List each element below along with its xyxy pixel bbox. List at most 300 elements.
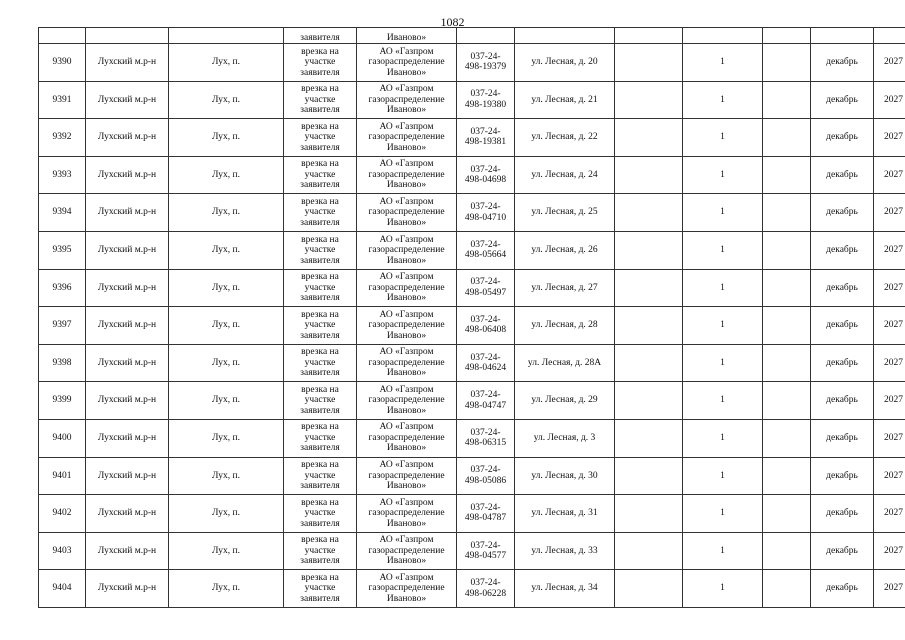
quantity-cell: 1 (683, 532, 763, 570)
organization-cell-line: Иваново» (386, 556, 427, 567)
connection-type-cell-line: врезка на (301, 460, 339, 471)
organization-cell-line: газораспределение (368, 245, 445, 256)
address-cell: ул. Лесная, д. 29 (515, 382, 615, 420)
year-cell: 2027 (874, 344, 905, 382)
district-cell: Лухский м.р-н (86, 457, 169, 495)
object-code-cell-line: 498-19379 (464, 62, 507, 73)
object-code-cell-line: 498-06228 (464, 588, 507, 599)
continuation-type-cell: заявителя (284, 28, 357, 44)
address-cell: ул. Лесная, д. 22 (515, 119, 615, 157)
object-code-cell (457, 119, 515, 157)
object-code-cell (457, 269, 515, 307)
object-code-cell-line: 498-19381 (464, 137, 507, 148)
empty-cell (763, 570, 811, 608)
object-code-cell (457, 344, 515, 382)
object-code-cell (457, 495, 515, 533)
quantity-cell: 1 (683, 344, 763, 382)
organization-cell-line: газораспределение (368, 395, 445, 406)
year-cell: 2027 (874, 532, 905, 570)
month-cell: декабрь (811, 44, 874, 82)
object-code-cell-line: 498-05086 (464, 475, 507, 486)
organization-cell-line: газораспределение (368, 545, 445, 556)
row-number-cell: 9391 (39, 81, 86, 119)
row-number-cell: 9398 (39, 344, 86, 382)
connection-type-cell (284, 81, 357, 119)
object-code-cell-line: 037-24- (470, 126, 501, 137)
connection-type-cell (284, 532, 357, 570)
organization-cell (357, 457, 457, 495)
connection-type-cell (284, 119, 357, 157)
locality-cell: Лух, п. (169, 231, 284, 269)
empty-cell (615, 307, 683, 345)
year-cell: 2027 (874, 231, 905, 269)
table-row (39, 495, 905, 533)
organization-cell (357, 44, 457, 82)
connection-type-cell (284, 570, 357, 608)
organization-cell (357, 532, 457, 570)
object-code-cell-line: 037-24- (470, 352, 501, 363)
organization-cell-line: Иваново» (386, 217, 427, 228)
organization-cell-line: АО «Газпром (379, 234, 434, 245)
table-row (39, 81, 905, 119)
district-cell: Лухский м.р-н (86, 382, 169, 420)
row-number-cell: 9400 (39, 419, 86, 457)
address-cell: ул. Лесная, д. 24 (515, 156, 615, 194)
empty-cell (763, 119, 811, 157)
connection-type-cell-line: участке (304, 132, 336, 143)
year-cell: 2027 (874, 44, 905, 82)
object-code-cell (457, 307, 515, 345)
object-code-cell-line: 037-24- (470, 427, 501, 438)
quantity-cell: 1 (683, 231, 763, 269)
object-code-cell-line: 037-24- (470, 502, 501, 513)
organization-cell-line: АО «Газпром (379, 422, 434, 433)
connection-type-cell-line: участке (304, 583, 336, 594)
address-cell: ул. Лесная, д. 34 (515, 570, 615, 608)
year-cell: 2027 (874, 81, 905, 119)
quantity-cell: 1 (683, 194, 763, 232)
month-cell: декабрь (811, 495, 874, 533)
table-row (39, 419, 905, 457)
district-cell: Лухский м.р-н (86, 156, 169, 194)
address-cell: ул. Лесная, д. 25 (515, 194, 615, 232)
empty-cell (763, 344, 811, 382)
empty-cell (615, 344, 683, 382)
object-code-cell-line: 498-19380 (464, 99, 507, 110)
connection-type-cell-line: участке (304, 169, 336, 180)
connection-type-cell-line: заявителя (300, 556, 340, 567)
row-number-cell: 9404 (39, 570, 86, 608)
organization-cell-line: АО «Газпром (379, 121, 434, 132)
row-number-cell: 9401 (39, 457, 86, 495)
connection-type-cell-line: врезка на (301, 121, 339, 132)
empty-cell (615, 382, 683, 420)
quantity-cell: 1 (683, 457, 763, 495)
object-code-cell-line: 037-24- (470, 314, 501, 325)
row-number-cell: 9397 (39, 307, 86, 345)
month-cell: декабрь (811, 269, 874, 307)
gasification-table (38, 27, 905, 608)
organization-cell-line: газораспределение (368, 94, 445, 105)
empty-cell (763, 457, 811, 495)
district-cell: Лухский м.р-н (86, 344, 169, 382)
quantity-cell: 1 (683, 419, 763, 457)
locality-cell: Лух, п. (169, 81, 284, 119)
table-row (39, 382, 905, 420)
organization-cell-line: АО «Газпром (379, 460, 434, 471)
organization-cell-line: Иваново» (386, 443, 427, 454)
table-row (39, 457, 905, 495)
address-cell: ул. Лесная, д. 20 (515, 44, 615, 82)
empty-cell (615, 44, 683, 82)
empty-cell (615, 457, 683, 495)
table-row (39, 307, 905, 345)
quantity-cell: 1 (683, 156, 763, 194)
connection-type-cell (284, 231, 357, 269)
empty-cell (763, 307, 811, 345)
locality-cell: Лух, п. (169, 457, 284, 495)
organization-cell-line: Иваново» (386, 481, 427, 492)
organization-cell-line: газораспределение (368, 470, 445, 481)
connection-type-cell-line: участке (304, 94, 336, 105)
year-cell: 2027 (874, 495, 905, 533)
organization-cell-line: АО «Газпром (379, 196, 434, 207)
month-cell: декабрь (811, 307, 874, 345)
address-cell: ул. Лесная, д. 27 (515, 269, 615, 307)
object-code-cell-line: 037-24- (470, 277, 501, 288)
connection-type-cell-line: участке (304, 508, 336, 519)
table-body (39, 28, 905, 608)
connection-type-cell-line: заявителя (300, 330, 340, 341)
address-cell: ул. Лесная, д. 26 (515, 231, 615, 269)
address-cell: ул. Лесная, д. 30 (515, 457, 615, 495)
connection-type-cell-line: заявителя (300, 481, 340, 492)
row-number-cell: 9403 (39, 532, 86, 570)
organization-cell (357, 231, 457, 269)
organization-cell-line: АО «Газпром (379, 497, 434, 508)
district-cell: Лухский м.р-н (86, 495, 169, 533)
connection-type-cell-line: заявителя (300, 518, 340, 529)
connection-type-cell-line: врезка на (301, 309, 339, 320)
connection-type-cell-line: заявителя (300, 142, 340, 153)
month-cell: декабрь (811, 419, 874, 457)
empty-cell (615, 81, 683, 119)
object-code-cell-line: 498-04624 (464, 363, 507, 374)
connection-type-cell-line: заявителя (300, 217, 340, 228)
connection-type-cell-line: врезка на (301, 572, 339, 583)
object-code-cell-line: 498-04698 (464, 175, 507, 186)
row-number-cell: 9393 (39, 156, 86, 194)
object-code-cell (457, 419, 515, 457)
connection-type-cell (284, 194, 357, 232)
row-number-cell: 9402 (39, 495, 86, 533)
empty-cell (615, 194, 683, 232)
connection-type-cell (284, 495, 357, 533)
locality-cell: Лух, п. (169, 419, 284, 457)
month-cell: декабрь (811, 81, 874, 119)
locality-cell: Лух, п. (169, 44, 284, 82)
locality-cell: Лух, п. (169, 269, 284, 307)
organization-cell-line: Иваново» (386, 255, 427, 266)
quantity-cell: 1 (683, 570, 763, 608)
connection-type-cell-line: заявителя (300, 593, 340, 604)
organization-cell-line: Иваново» (386, 518, 427, 529)
empty-cell (615, 156, 683, 194)
organization-cell (357, 269, 457, 307)
quantity-cell: 1 (683, 495, 763, 533)
row-number-cell: 9396 (39, 269, 86, 307)
district-cell: Лухский м.р-н (86, 570, 169, 608)
organization-cell-line: Иваново» (386, 593, 427, 604)
district-cell: Лухский м.р-н (86, 231, 169, 269)
connection-type-cell (284, 344, 357, 382)
locality-cell: Лух, п. (169, 570, 284, 608)
empty-cell (615, 570, 683, 608)
object-code-cell-line: 498-04710 (464, 212, 507, 223)
object-code-cell-line: 037-24- (470, 578, 501, 589)
connection-type-cell-line: врезка на (301, 384, 339, 395)
quantity-cell: 1 (683, 269, 763, 307)
district-cell: Лухский м.р-н (86, 44, 169, 82)
connection-type-cell-line: заявителя (300, 67, 340, 78)
connection-type-cell-line: врезка на (301, 84, 339, 95)
object-code-cell (457, 81, 515, 119)
organization-cell (357, 495, 457, 533)
connection-type-cell-line: врезка на (301, 46, 339, 57)
address-cell: ул. Лесная, д. 3 (515, 419, 615, 457)
connection-type-cell (284, 457, 357, 495)
connection-type-cell-line: врезка на (301, 497, 339, 508)
object-code-cell-line: 498-05664 (464, 250, 507, 261)
organization-cell-line: АО «Газпром (379, 535, 434, 546)
connection-type-cell-line: врезка на (301, 234, 339, 245)
row-number-cell: 9395 (39, 231, 86, 269)
district-cell: Лухский м.р-н (86, 81, 169, 119)
organization-cell (357, 344, 457, 382)
district-cell: Лухский м.р-н (86, 119, 169, 157)
empty-cell (763, 495, 811, 533)
organization-cell-line: газораспределение (368, 432, 445, 443)
object-code-cell-line: 037-24- (470, 202, 501, 213)
organization-cell-line: АО «Газпром (379, 309, 434, 320)
year-cell: 2027 (874, 269, 905, 307)
district-cell: Лухский м.р-н (86, 307, 169, 345)
month-cell: декабрь (811, 570, 874, 608)
table-row (39, 532, 905, 570)
object-code-cell-line: 037-24- (470, 540, 501, 551)
district-cell: Лухский м.р-н (86, 194, 169, 232)
month-cell: декабрь (811, 231, 874, 269)
connection-type-cell-line: врезка на (301, 272, 339, 283)
object-code-cell-line: 498-06315 (464, 438, 507, 449)
district-cell: Лухский м.р-н (86, 532, 169, 570)
continuation-row (39, 28, 905, 44)
connection-type-cell-line: заявителя (300, 293, 340, 304)
empty-cell (763, 44, 811, 82)
address-cell: ул. Лесная, д. 28А (515, 344, 615, 382)
row-number-cell: 9390 (39, 44, 86, 82)
organization-cell-line: газораспределение (368, 282, 445, 293)
empty-cell (615, 532, 683, 570)
locality-cell: Лух, п. (169, 382, 284, 420)
month-cell: декабрь (811, 119, 874, 157)
empty-cell (615, 119, 683, 157)
connection-type-cell (284, 382, 357, 420)
organization-cell-line: Иваново» (386, 405, 427, 416)
connection-type-cell-line: участке (304, 207, 336, 218)
year-cell: 2027 (874, 419, 905, 457)
object-code-cell (457, 382, 515, 420)
address-cell: ул. Лесная, д. 31 (515, 495, 615, 533)
month-cell: декабрь (811, 194, 874, 232)
continuation-org-cell: Иваново» (357, 28, 457, 44)
organization-cell-line: газораспределение (368, 57, 445, 68)
organization-cell (357, 307, 457, 345)
organization-cell-line: АО «Газпром (379, 272, 434, 283)
object-code-cell (457, 570, 515, 608)
object-code-cell-line: 498-06408 (464, 325, 507, 336)
table-row (39, 231, 905, 269)
connection-type-cell-line: участке (304, 432, 336, 443)
locality-cell: Лух, п. (169, 119, 284, 157)
organization-cell-line: АО «Газпром (379, 84, 434, 95)
locality-cell: Лух, п. (169, 156, 284, 194)
empty-cell (763, 269, 811, 307)
table-row (39, 344, 905, 382)
organization-cell (357, 570, 457, 608)
empty-cell (763, 532, 811, 570)
year-cell: 2027 (874, 119, 905, 157)
connection-type-cell-line: врезка на (301, 347, 339, 358)
organization-cell (357, 81, 457, 119)
connection-type-cell-line: заявителя (300, 255, 340, 266)
organization-cell-line: АО «Газпром (379, 384, 434, 395)
object-code-cell (457, 457, 515, 495)
empty-cell (763, 382, 811, 420)
organization-cell-line: Иваново» (386, 105, 427, 116)
row-number-cell: 9399 (39, 382, 86, 420)
object-code-cell-line: 498-04787 (464, 513, 507, 524)
year-cell: 2027 (874, 194, 905, 232)
connection-type-cell-line: участке (304, 57, 336, 68)
object-code-cell-line: 037-24- (470, 164, 501, 175)
organization-cell (357, 119, 457, 157)
object-code-cell-line: 037-24- (470, 89, 501, 100)
object-code-cell (457, 532, 515, 570)
month-cell: декабрь (811, 344, 874, 382)
table-row (39, 156, 905, 194)
connection-type-cell-line: участке (304, 545, 336, 556)
organization-cell-line: Иваново» (386, 293, 427, 304)
organization-cell-line: газораспределение (368, 320, 445, 331)
object-code-cell-line: 037-24- (470, 51, 501, 62)
organization-cell-line: АО «Газпром (379, 347, 434, 358)
quantity-cell: 1 (683, 119, 763, 157)
empty-cell (615, 419, 683, 457)
year-cell: 2027 (874, 156, 905, 194)
table-row (39, 194, 905, 232)
object-code-cell-line: 037-24- (470, 465, 501, 476)
connection-type-cell (284, 44, 357, 82)
address-cell: ул. Лесная, д. 21 (515, 81, 615, 119)
empty-cell (763, 419, 811, 457)
year-cell: 2027 (874, 457, 905, 495)
month-cell: декабрь (811, 532, 874, 570)
connection-type-cell-line: участке (304, 470, 336, 481)
organization-cell-line: Иваново» (386, 330, 427, 341)
connection-type-cell-line: врезка на (301, 159, 339, 170)
organization-cell-line: газораспределение (368, 207, 445, 218)
connection-type-cell-line: заявителя (300, 368, 340, 379)
connection-type-cell-line: заявителя (300, 105, 340, 116)
year-cell: 2027 (874, 307, 905, 345)
organization-cell (357, 194, 457, 232)
address-cell: ул. Лесная, д. 28 (515, 307, 615, 345)
connection-type-cell-line: участке (304, 282, 336, 293)
row-number-cell: 9392 (39, 119, 86, 157)
organization-cell-line: газораспределение (368, 357, 445, 368)
connection-type-cell-line: участке (304, 320, 336, 331)
quantity-cell: 1 (683, 44, 763, 82)
connection-type-cell-line: заявителя (300, 180, 340, 191)
object-code-cell-line: 498-04577 (464, 551, 507, 562)
object-code-cell (457, 156, 515, 194)
table-row (39, 570, 905, 608)
locality-cell: Лух, п. (169, 495, 284, 533)
year-cell: 2027 (874, 570, 905, 608)
connection-type-cell-line: врезка на (301, 535, 339, 546)
locality-cell: Лух, п. (169, 307, 284, 345)
organization-cell-line: Иваново» (386, 142, 427, 153)
table-row (39, 119, 905, 157)
connection-type-cell-line: врезка на (301, 422, 339, 433)
empty-cell (763, 194, 811, 232)
locality-cell: Лух, п. (169, 344, 284, 382)
empty-cell (763, 81, 811, 119)
connection-type-cell-line: врезка на (301, 196, 339, 207)
table-row (39, 44, 905, 82)
organization-cell (357, 419, 457, 457)
month-cell: декабрь (811, 382, 874, 420)
row-number-cell: 9394 (39, 194, 86, 232)
connection-type-cell-line: заявителя (300, 405, 340, 416)
empty-cell (763, 231, 811, 269)
object-code-cell-line: 498-05497 (464, 287, 507, 298)
object-code-cell (457, 194, 515, 232)
page-number: 1082 (440, 15, 465, 29)
locality-cell: Лух, п. (169, 532, 284, 570)
district-cell: Лухский м.р-н (86, 269, 169, 307)
connection-type-cell (284, 156, 357, 194)
object-code-cell-line: 037-24- (470, 390, 501, 401)
organization-cell-line: АО «Газпром (379, 46, 434, 57)
address-cell: ул. Лесная, д. 33 (515, 532, 615, 570)
organization-cell-line: газораспределение (368, 508, 445, 519)
quantity-cell: 1 (683, 307, 763, 345)
organization-cell-line: газораспределение (368, 583, 445, 594)
connection-type-cell-line: участке (304, 245, 336, 256)
organization-cell-line: АО «Газпром (379, 572, 434, 583)
object-code-cell-line: 037-24- (470, 239, 501, 250)
month-cell: декабрь (811, 156, 874, 194)
year-cell: 2027 (874, 382, 905, 420)
connection-type-cell (284, 269, 357, 307)
locality-cell: Лух, п. (169, 194, 284, 232)
empty-cell (615, 231, 683, 269)
connection-type-cell (284, 307, 357, 345)
connection-type-cell-line: заявителя (300, 443, 340, 454)
table-row (39, 269, 905, 307)
